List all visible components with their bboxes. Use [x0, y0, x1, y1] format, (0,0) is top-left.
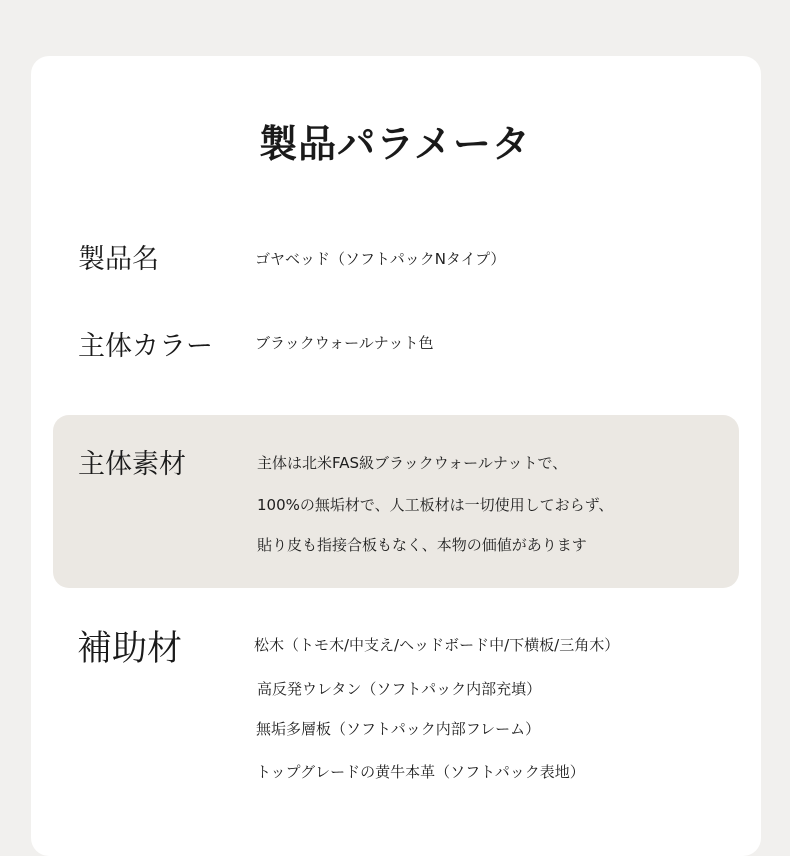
main-material-line: 貼り皮も指接合板もなく、本物の価値があります	[257, 536, 587, 554]
main-material-line: 主体は北米FAS級ブラックウォールナットで、	[257, 454, 568, 472]
auxiliary-material-line: トップグレードの黄牛本革（ソフトパック表地）	[256, 763, 585, 781]
auxiliary-material-line: 松木（トモ木/中支え/ヘッドボード中/下横板/三角木）	[254, 636, 620, 654]
page-title: 製品パラメータ	[259, 122, 531, 166]
main-color-value: ブラックウォールナット色	[255, 334, 434, 352]
main-material-label: 主体素材	[78, 449, 186, 480]
auxiliary-material-line: 無垢多層板（ソフトパック内部フレーム）	[256, 720, 541, 738]
auxiliary-material-line: 高反発ウレタン（ソフトパック内部充填）	[257, 680, 542, 698]
product-name-value: ゴヤベッド（ソフトパックNタイプ）	[255, 250, 506, 268]
main-color-label: 主体カラー	[78, 331, 213, 362]
product-name-label: 製品名	[78, 244, 159, 275]
auxiliary-material-label: 補助材	[77, 629, 183, 669]
main-material-line: 100%の無垢材で、人工板材は一切使用しておらず、	[257, 496, 614, 514]
